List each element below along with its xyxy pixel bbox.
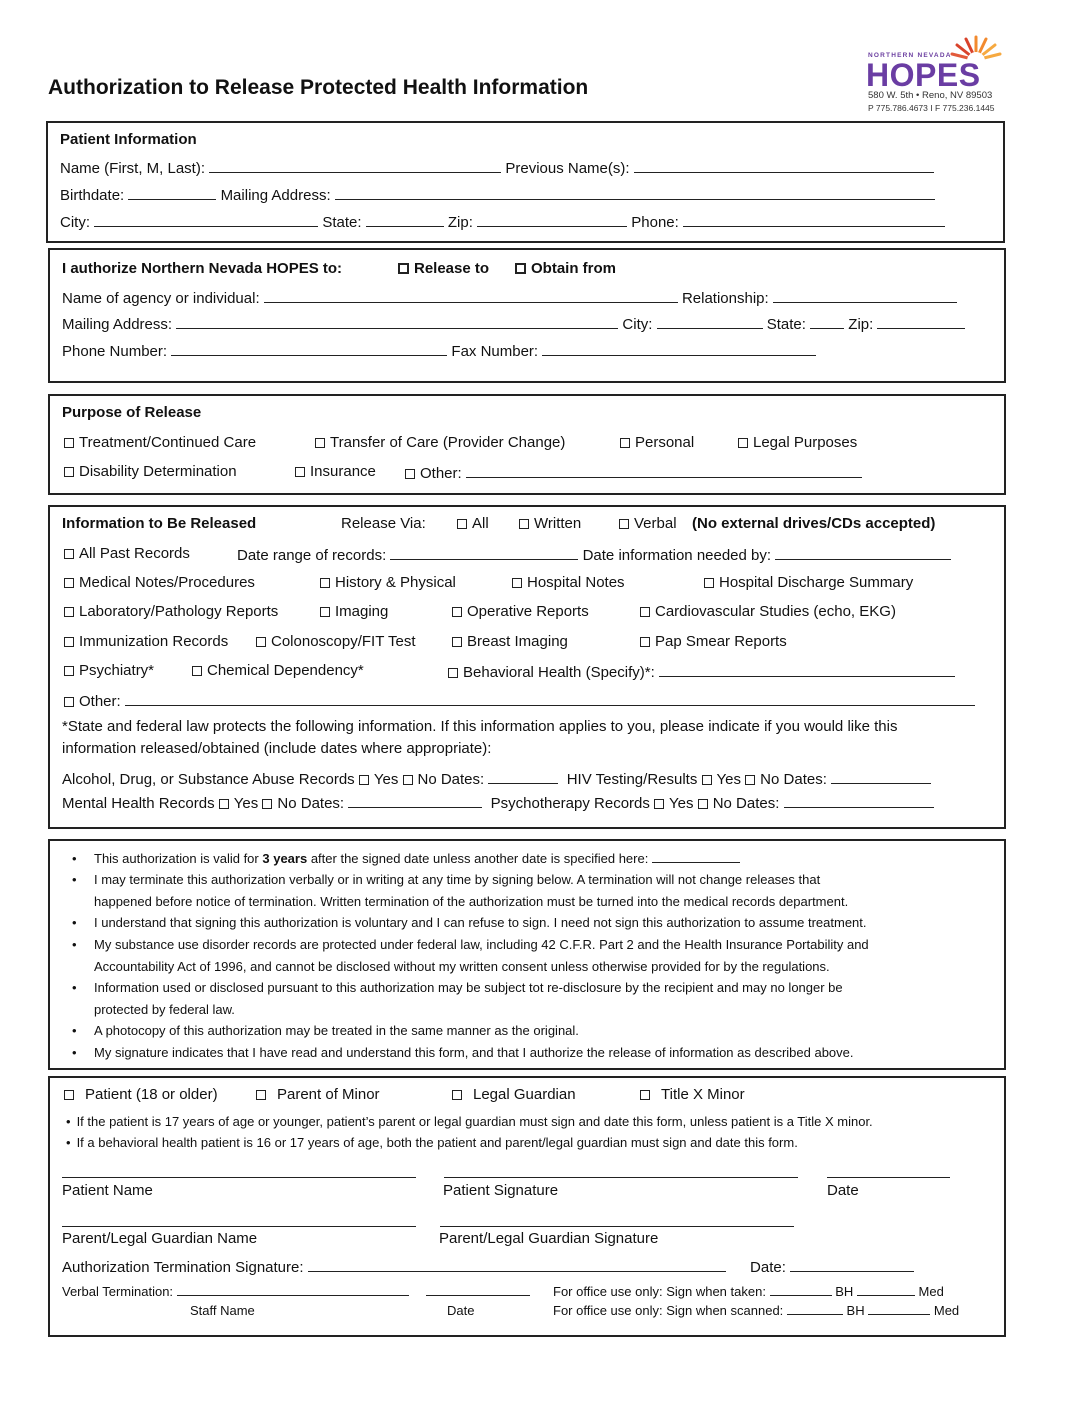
- rec-hospital-notes[interactable]: [512, 574, 625, 591]
- all-past-label: All Past Records: [79, 545, 190, 562]
- term-item: • Information used or disclosed pursuant to this authorization may be subject tot re-disclosure by the recipient and may no longer be protected by federal law.: [94, 977, 843, 1020]
- mental-yes-checkbox[interactable]: [219, 799, 229, 809]
- term-item: • This authorization is valid for 3 years after the signed date unless another date is specified here:: [94, 848, 740, 870]
- yes-label: Yes: [233, 795, 259, 812]
- patient-name-sig-line[interactable]: [62, 1163, 416, 1178]
- patient-name-row: [60, 158, 934, 177]
- page-title: Authorization to Release Protected Health Information: [48, 76, 589, 99]
- checkbox[interactable]: [704, 578, 714, 588]
- rec-chemical[interactable]: [192, 662, 364, 679]
- obtain-from-checkbox[interactable]: [515, 263, 526, 274]
- med-label: Med: [918, 1284, 944, 1299]
- office-scanned-label: For office use only: Sign when scanned:: [553, 1303, 784, 1318]
- purpose-legal-label: Legal Purposes: [753, 434, 858, 451]
- signature-note-2: • If a behavioral health patient is 16 or 17 years of age, both the patient and parent/legal guardian must sign and date this form.: [66, 1135, 798, 1150]
- state-field[interactable]: [366, 212, 444, 227]
- rec-lab[interactable]: [64, 603, 278, 620]
- purpose-other[interactable]: [405, 463, 862, 482]
- cardio-label: Cardiovascular Studies (echo, EKG): [655, 603, 896, 620]
- law-notice-line2: information released/obtained (include dates where appropriate):: [62, 740, 492, 757]
- operative-label: Operative Reports: [467, 603, 589, 620]
- immunization-label: Immunization Records: [79, 633, 229, 650]
- checkbox[interactable]: [640, 607, 650, 617]
- verbal-termination-row: [62, 1284, 530, 1299]
- checkbox[interactable]: [64, 697, 74, 707]
- termination-date-field[interactable]: [790, 1257, 914, 1272]
- no-dates-label: No Dates:: [760, 771, 827, 788]
- rec-cardio[interactable]: [640, 603, 896, 620]
- hiv-dates-field[interactable]: [831, 769, 931, 784]
- agency-city-field[interactable]: [657, 314, 763, 329]
- rec-history[interactable]: [320, 574, 456, 591]
- signer-patient[interactable]: [64, 1086, 218, 1103]
- date-range-row: [237, 545, 951, 564]
- rec-medical-notes[interactable]: [64, 574, 255, 591]
- office-scanned-bh-field[interactable]: [868, 1303, 930, 1315]
- previous-name-field[interactable]: [634, 158, 934, 173]
- previous-name-label: Previous Name(s):: [505, 160, 630, 177]
- mailing-address-label: Mailing Address:: [220, 187, 331, 204]
- checkbox[interactable]: [738, 438, 748, 448]
- purpose-legal[interactable]: [738, 434, 857, 451]
- office-scanned-row: [553, 1303, 959, 1318]
- office-taken-label: For office use only: Sign when taken:: [553, 1284, 766, 1299]
- note-text: If a behavioral health patient is 16 or 17 years of age, both the patient and parent/legal guardian must sign and date this form.: [76, 1135, 798, 1150]
- logo-phone: P 775.786.4673 I F 775.236.1445: [868, 103, 995, 113]
- office-taken-field[interactable]: [770, 1284, 832, 1296]
- term-text: Information used or disclosed pursuant to this authorization may be subject tot re-disclosure by the recipient and may no longer be: [94, 980, 843, 995]
- alcohol-label: Alcohol, Drug, or Substance Abuse Records: [62, 771, 355, 788]
- term-item: • A photocopy of this authorization may be treated in the same manner as the original.: [72, 1023, 579, 1038]
- mental-no-checkbox[interactable]: [262, 799, 272, 809]
- signer-guardian[interactable]: [452, 1086, 576, 1103]
- rec-other[interactable]: [64, 691, 975, 710]
- rec-pap[interactable]: [640, 633, 787, 650]
- via-written[interactable]: [519, 515, 581, 532]
- purpose-treatment-label: Treatment/Continued Care: [79, 434, 257, 451]
- hiv-no-checkbox[interactable]: [745, 775, 755, 785]
- breast-label: Breast Imaging: [467, 633, 568, 650]
- phone-field[interactable]: [683, 212, 945, 227]
- term-item: • I may terminate this authorization verbally or in writing at any time by signing below. A termination will not change releases that happened before notice of termination. Written termination of the authorization must be turned into the medical records department.: [94, 869, 848, 912]
- no-external-note: (No external drives/CDs accepted): [692, 515, 936, 532]
- staff-name-caption: Staff Name: [190, 1303, 255, 1318]
- termination-signature-field[interactable]: [308, 1257, 726, 1272]
- patient-date-line[interactable]: [827, 1163, 950, 1178]
- term-text: My signature indicates that I have read and understand this form, and that I authorize the release of information as described above.: [94, 1045, 854, 1060]
- mental-dates-field[interactable]: [348, 793, 482, 808]
- rec-colonoscopy[interactable]: [256, 633, 416, 650]
- bh-label: BH: [846, 1303, 865, 1318]
- guardian-name-caption: Parent/Legal Guardian Name: [62, 1230, 258, 1247]
- termination-date-label: Date:: [750, 1259, 786, 1276]
- agency-state-field[interactable]: [810, 314, 844, 329]
- birthdate-label: Birthdate:: [60, 187, 125, 204]
- medical-notes-label: Medical Notes/Procedures: [79, 574, 255, 591]
- purpose-disability[interactable]: [64, 463, 237, 480]
- term-item: • I understand that signing this authorization is voluntary and I can refuse to sign. I need not sign this authorization to assume treatment.: [72, 915, 867, 930]
- release-via-label: Release Via:: [341, 515, 426, 532]
- chemical-label: Chemical Dependency*: [207, 662, 364, 679]
- patient-signature-line[interactable]: [444, 1163, 798, 1178]
- hospital-notes-label: Hospital Notes: [527, 574, 625, 591]
- rec-imaging[interactable]: [320, 603, 388, 620]
- checkbox[interactable]: [64, 637, 74, 647]
- agency-state-label: State:: [766, 316, 806, 333]
- patient-name-caption: Patient Name: [62, 1182, 153, 1199]
- date-range-label: Date range of records:: [237, 547, 387, 564]
- purpose-heading: Purpose of Release: [62, 404, 202, 421]
- purpose-personal-label: Personal: [635, 434, 695, 451]
- checkbox[interactable]: [452, 607, 462, 617]
- no-dates-label: No Dates:: [712, 795, 780, 812]
- term-text: I understand that signing this authorization is voluntary and I can refuse to sign. I need not sign this authorization to assume treatment.: [94, 915, 867, 930]
- agency-mailing-field[interactable]: [176, 314, 618, 329]
- colonoscopy-label: Colonoscopy/FIT Test: [271, 633, 416, 650]
- checkbox[interactable]: [519, 519, 529, 529]
- verbal-date-caption: Date: [447, 1303, 475, 1318]
- info-heading: Information to Be Released: [62, 515, 257, 532]
- purpose-other-label: Other:: [420, 465, 462, 482]
- signer-parent[interactable]: [256, 1086, 380, 1103]
- checkbox[interactable]: [619, 519, 629, 529]
- checkbox[interactable]: [315, 438, 325, 448]
- term-item: • My substance use disorder records are protected under federal law, including 42 C.F.R. Part 2 and the Health Insurance Portability and Accountability Act of 1996, and cannot be disclosed without my written consent unless otherwise provided for by the regulations.: [94, 934, 869, 977]
- psychotherapy-no-checkbox[interactable]: [698, 799, 708, 809]
- rec-other-field[interactable]: [125, 691, 975, 706]
- relationship-field[interactable]: [773, 288, 957, 303]
- term-text: happened before notice of termination. Written termination of the authorization must be turned into the medical records department.: [94, 893, 849, 909]
- agency-fax-field[interactable]: [542, 341, 816, 356]
- checkbox[interactable]: [452, 1090, 462, 1100]
- alcohol-row: [62, 769, 931, 788]
- agency-phone-label: Phone Number:: [62, 343, 168, 360]
- history-label: History & Physical: [335, 574, 456, 591]
- purpose-insurance[interactable]: [295, 463, 376, 480]
- note-text: If the patient is 17 years of age or younger, patient’s parent or legal guardian must sign and date this form, unless patient is a Title X minor.: [76, 1114, 873, 1129]
- checkbox[interactable]: [64, 549, 74, 559]
- term-text: This authorization is valid for: [94, 851, 259, 866]
- med-label: Med: [933, 1303, 960, 1318]
- term-text: protected by federal law.: [94, 1001, 235, 1017]
- authorize-heading: I authorize Northern Nevada HOPES to:: [62, 260, 343, 277]
- date-range-field[interactable]: [390, 545, 578, 560]
- rec-operative[interactable]: [452, 603, 589, 620]
- guardian-signature-line[interactable]: [440, 1212, 794, 1227]
- checkbox[interactable]: [192, 666, 202, 676]
- yes-label: Yes: [373, 771, 399, 788]
- via-verbal[interactable]: [619, 515, 677, 532]
- city-row: [60, 212, 945, 231]
- term-text: Accountability Act of 1996, and cannot be disclosed without my written consent unless otherwise provided for by the regulations.: [94, 958, 830, 974]
- term-item: • My signature indicates that I have read and understand this form, and that I authorize the release of information as described above.: [72, 1045, 854, 1060]
- rec-other-label: Other:: [79, 693, 121, 710]
- alcohol-yes-checkbox[interactable]: [359, 775, 369, 785]
- checkbox[interactable]: [64, 467, 74, 477]
- hopes-logo: [864, 34, 1010, 116]
- agency-zip-field[interactable]: [877, 314, 965, 329]
- logo-tagline: NORTHERN NEVADA: [868, 52, 952, 59]
- mental-label: Mental Health Records: [62, 795, 215, 812]
- agency-label: Name of agency or individual:: [62, 290, 260, 307]
- verbal-date-field[interactable]: [426, 1284, 530, 1296]
- term-text: A photocopy of this authorization may be treated in the same manner as the original.: [94, 1023, 579, 1038]
- checkbox[interactable]: [256, 1090, 266, 1100]
- behavioral-field[interactable]: [659, 662, 955, 677]
- birthdate-field[interactable]: [128, 185, 216, 200]
- checkbox[interactable]: [405, 469, 415, 479]
- zip-label: Zip:: [447, 214, 473, 231]
- checkbox[interactable]: [64, 666, 74, 676]
- guardian-name-line[interactable]: [62, 1212, 416, 1227]
- checkbox[interactable]: [640, 637, 650, 647]
- psychotherapy-label: Psychotherapy Records: [490, 795, 650, 812]
- office-taken-bh-field[interactable]: [857, 1284, 915, 1296]
- checkbox[interactable]: [64, 607, 74, 617]
- discharge-label: Hospital Discharge Summary: [719, 574, 914, 591]
- mailing-address-field[interactable]: [335, 185, 935, 200]
- hiv-yes-checkbox[interactable]: [702, 775, 712, 785]
- hiv-label: HIV Testing/Results: [566, 771, 698, 788]
- all-past-records[interactable]: [64, 545, 190, 562]
- date-caption: Date: [827, 1182, 859, 1199]
- pap-label: Pap Smear Reports: [655, 633, 787, 650]
- release-to-label: Release to: [414, 260, 490, 277]
- checkbox[interactable]: [64, 578, 74, 588]
- purpose-personal[interactable]: [620, 434, 694, 451]
- yes-label: Yes: [669, 795, 694, 812]
- purpose-disability-label: Disability Determination: [79, 463, 237, 480]
- rec-behavioral[interactable]: [448, 662, 955, 681]
- rec-psychiatry[interactable]: [64, 662, 154, 679]
- patient-info-heading: Patient Information: [60, 131, 197, 148]
- agency-zip-label: Zip:: [848, 316, 874, 333]
- psychiatry-label: Psychiatry*: [79, 662, 155, 679]
- checkbox[interactable]: [512, 578, 522, 588]
- checkbox[interactable]: [640, 1090, 650, 1100]
- checkbox[interactable]: [452, 637, 462, 647]
- signer-parent-label: Parent of Minor: [277, 1086, 380, 1103]
- purpose-insurance-label: Insurance: [310, 463, 376, 480]
- psychotherapy-yes-checkbox[interactable]: [654, 799, 664, 809]
- checkbox[interactable]: [64, 438, 74, 448]
- agency-phone-row: [62, 341, 816, 360]
- patient-name-field[interactable]: [209, 158, 501, 173]
- obtain-from-label: Obtain from: [531, 260, 616, 277]
- via-all[interactable]: [457, 515, 489, 532]
- agency-fax-label: Fax Number:: [451, 343, 539, 360]
- law-notice-line1: *State and federal law protects the following information. If this information applies to you, please indicate if you would like this: [62, 718, 898, 735]
- term-bold: 3 years: [262, 851, 308, 866]
- alcohol-dates-field[interactable]: [488, 769, 558, 784]
- bh-label: BH: [835, 1284, 854, 1299]
- agency-phone-field[interactable]: [171, 341, 447, 356]
- rec-discharge[interactable]: [704, 574, 913, 591]
- rec-breast[interactable]: [452, 633, 568, 650]
- signature-note-1: • If the patient is 17 years of age or younger, patient’s parent or legal guardian must sign and date this form, unless patient is a Title X minor.: [66, 1114, 873, 1129]
- psychotherapy-dates-field[interactable]: [784, 793, 934, 808]
- imaging-label: Imaging: [335, 603, 389, 620]
- phone-label: Phone:: [631, 214, 679, 231]
- birthdate-row: [60, 185, 935, 204]
- yes-label: Yes: [716, 771, 741, 788]
- purpose-other-field[interactable]: [466, 463, 862, 478]
- staff-name-field[interactable]: [177, 1284, 409, 1296]
- mental-row: [62, 793, 934, 812]
- city-label: City:: [60, 214, 90, 231]
- purpose-transfer[interactable]: [315, 434, 565, 451]
- patient-signature-caption: Patient Signature: [443, 1182, 559, 1199]
- no-dates-label: No Dates:: [417, 771, 485, 788]
- signer-patient-label: Patient (18 or older): [85, 1086, 218, 1103]
- agency-field[interactable]: [264, 288, 678, 303]
- guardian-signature-caption: Parent/Legal Guardian Signature: [439, 1230, 659, 1247]
- release-to-checkbox[interactable]: [398, 263, 409, 274]
- verbal-termination-label: Verbal Termination:: [62, 1284, 174, 1299]
- term-text: My substance use disorder records are protected under federal law, including 42 C.F.R. Part 2 and the Health Insurance Portability and: [94, 937, 869, 952]
- state-label: State:: [322, 214, 362, 231]
- office-taken-row: [553, 1284, 944, 1299]
- signer-guardian-label: Legal Guardian: [473, 1086, 576, 1103]
- office-scanned-field[interactable]: [787, 1303, 843, 1315]
- termination-label: Authorization Termination Signature:: [62, 1259, 304, 1276]
- agency-city-label: City:: [622, 316, 653, 333]
- purpose-transfer-label: Transfer of Care (Provider Change): [330, 434, 566, 451]
- checkbox[interactable]: [620, 438, 630, 448]
- no-dates-label: No Dates:: [277, 795, 345, 812]
- zip-field[interactable]: [477, 212, 627, 227]
- agency-mailing-label: Mailing Address:: [62, 316, 173, 333]
- date-needed-label: Date information needed by:: [582, 547, 772, 564]
- logo-name: HOPES: [866, 57, 981, 93]
- valid-date-field[interactable]: [652, 850, 740, 863]
- relationship-label: Relationship:: [681, 290, 769, 307]
- checkbox[interactable]: [256, 637, 266, 647]
- date-needed-field[interactable]: [775, 545, 951, 560]
- lab-label: Laboratory/Pathology Reports: [79, 603, 279, 620]
- via-verbal-label: Verbal: [634, 515, 677, 532]
- checkbox[interactable]: [320, 578, 330, 588]
- alcohol-no-checkbox[interactable]: [403, 775, 413, 785]
- agency-row: [62, 288, 957, 307]
- signer-title-x[interactable]: [640, 1086, 745, 1103]
- via-written-label: Written: [534, 515, 582, 532]
- term-text: I may terminate this authorization verbally or in writing at any time by signing below. A termination will not change releases that: [94, 872, 821, 887]
- name-label: Name (First, M, Last):: [60, 160, 206, 177]
- logo-address: 580 W. 5th • Reno, NV 89503: [868, 90, 993, 101]
- behavioral-label: Behavioral Health (Specify)*:: [463, 664, 655, 681]
- rec-immunization[interactable]: [64, 633, 228, 650]
- checkbox[interactable]: [295, 467, 305, 477]
- checkbox[interactable]: [448, 668, 458, 678]
- via-all-label: All: [472, 515, 489, 532]
- obtain-from-option[interactable]: [515, 260, 616, 277]
- termination-row: [62, 1257, 914, 1276]
- term-text: after the signed date unless another date is specified here:: [310, 851, 649, 866]
- agency-mailing-row: [62, 314, 965, 333]
- purpose-treatment[interactable]: [64, 434, 256, 451]
- checkbox[interactable]: [64, 1090, 74, 1100]
- signer-title-x-label: Title X Minor: [661, 1086, 745, 1103]
- checkbox[interactable]: [320, 607, 330, 617]
- city-field[interactable]: [94, 212, 318, 227]
- checkbox[interactable]: [457, 519, 467, 529]
- release-to-option[interactable]: [398, 260, 489, 277]
